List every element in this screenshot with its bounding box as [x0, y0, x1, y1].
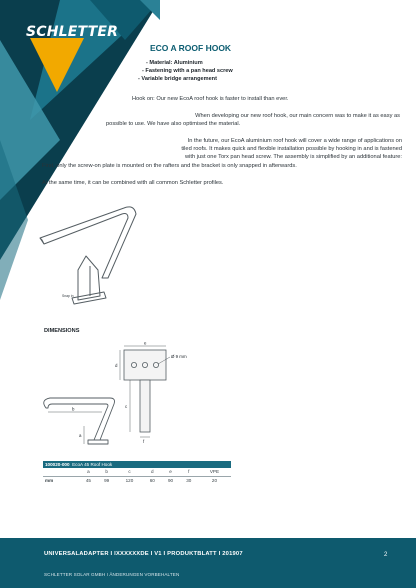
label-e: e	[144, 340, 147, 346]
table-cell: d	[143, 468, 161, 476]
table-value-row	[43, 476, 231, 485]
side-hook-base	[88, 440, 108, 444]
hook-arm	[40, 207, 136, 278]
label-d: d	[115, 363, 118, 368]
product-title: ECO A ROOF HOOK	[150, 43, 232, 53]
dimensions-heading: DIMENSIONS	[44, 328, 80, 334]
dimension-drawing	[36, 340, 216, 455]
table-cell: f	[180, 468, 198, 476]
text-line: tiled roofs. It makes quick and flexible installation possible by hooking in and is fastened	[181, 146, 402, 153]
brand-logo: SCHLETTER	[26, 24, 119, 40]
label-f: f	[143, 439, 145, 444]
text-line: First, only the screw-on plate is mounted on the rafters and the bracket is only snapped in afterwards.	[42, 162, 297, 169]
table-cell: 99	[104, 478, 110, 484]
feature-item: - Fastening with a pan head screw	[142, 68, 233, 74]
table-cell: VPE	[198, 468, 231, 476]
text-line: with just one Torx pan head screw. The assembly is simplified by an additional feature:	[185, 154, 402, 161]
footer-subtitle: SCHLETTER SOLAR GMBH I ÄNDERUNGEN VORBEHALTEN	[44, 572, 180, 577]
snap-in-label: Snap in	[62, 294, 74, 298]
label-b: b	[72, 406, 75, 412]
table-cell: 45	[85, 478, 91, 484]
page-number: 2	[384, 552, 388, 558]
specification-table	[43, 461, 231, 485]
plate-stem	[140, 380, 150, 432]
article-name: EcoA 45 Roof Hook	[72, 462, 113, 467]
table-cell	[43, 468, 79, 476]
table-cell: b	[98, 468, 116, 476]
intro-paragraph: Hook on: Our new EcoA roof hook is faster to install than ever.	[132, 96, 289, 102]
hook-drawing	[40, 207, 136, 304]
table-cell: 60	[149, 478, 155, 484]
text-line: In the future, our EcoA aluminium roof hook will cover a wide range of applications on	[187, 138, 402, 144]
table-cell: 30	[186, 478, 192, 484]
table-row-label: mm	[45, 478, 54, 484]
feature-item: - Variable bridge arrangement	[138, 76, 217, 82]
table-header-row	[43, 461, 231, 468]
table-cell: a	[79, 468, 97, 476]
footer-title: UNIVERSALADAPTER I IXXXXXXDE I V1 I PRODUKTBLATT I 201907	[44, 551, 243, 557]
table-cell: c	[116, 468, 143, 476]
article-number	[43, 461, 231, 468]
label-c: c	[125, 404, 128, 409]
text-line: possible to use. We have also optimised the material.	[106, 121, 241, 128]
compatibility-paragraph: At the same time, it can be combined with all common Schletter profiles.	[42, 180, 224, 186]
plate-body	[124, 350, 166, 380]
table-cell: e	[161, 468, 179, 476]
label-a: a	[79, 433, 82, 438]
feature-item: - Material: Aluminium	[146, 60, 203, 66]
table-column-row	[43, 468, 231, 476]
label-hole: Ø 9 mm	[171, 354, 187, 359]
roof-hook-illustration	[38, 200, 138, 310]
development-paragraph	[100, 112, 400, 128]
text-line: When developing our new roof hook, our main concern was to make it as easy as	[195, 113, 400, 119]
table-cell: 120	[125, 478, 134, 484]
article-code: 100020-000	[45, 462, 70, 467]
footer-band	[0, 538, 416, 588]
table-cell: 90	[167, 478, 174, 484]
table-cell: 20	[211, 478, 218, 484]
hook-arm-edge	[40, 238, 44, 244]
application-paragraph	[42, 137, 402, 170]
